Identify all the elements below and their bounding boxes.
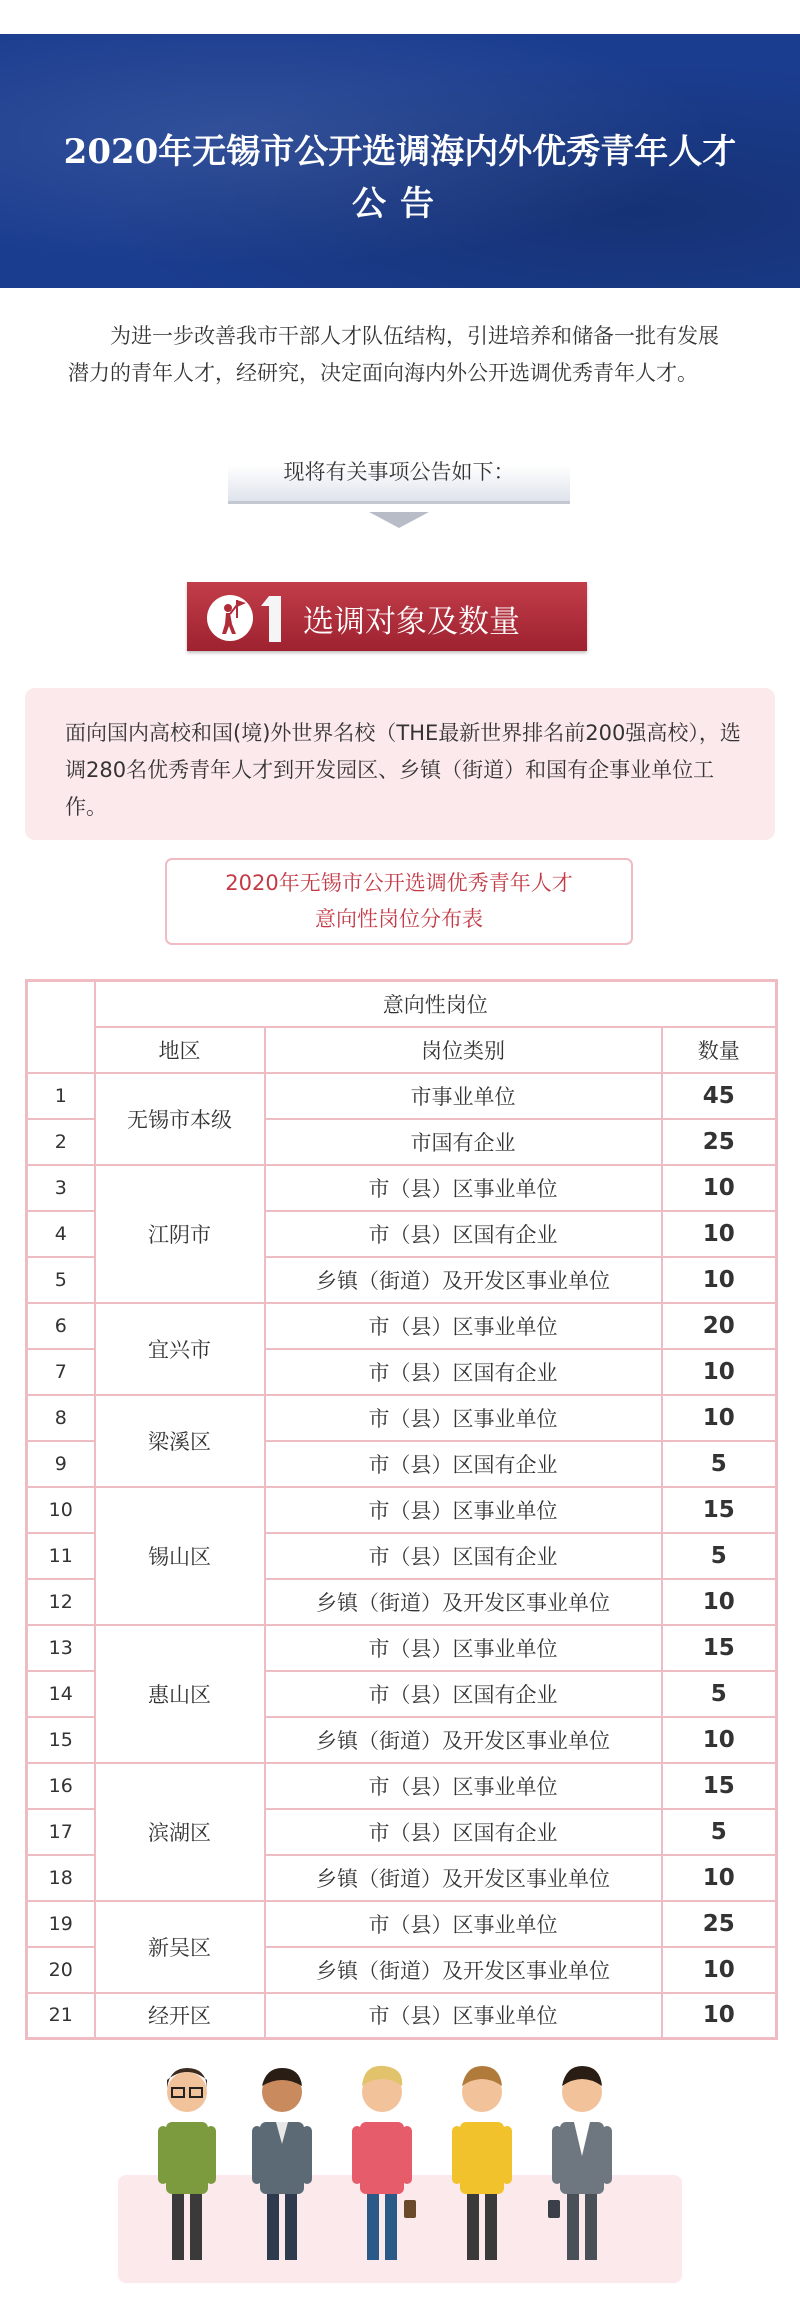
row-number: 8 bbox=[27, 1395, 95, 1441]
table-caption bbox=[165, 865, 633, 937]
person-icon bbox=[352, 2066, 416, 2260]
table-row bbox=[27, 1303, 777, 1349]
intro-paragraph: 为进一步改善我市干部人才队伍结构，引进培养和储备一批有发展潜力的青年人才，经研究，决定面向海内外公开选调优秀青年人才。 bbox=[68, 324, 719, 385]
row-count: 15 bbox=[662, 1763, 777, 1809]
row-region: 惠山区 bbox=[95, 1625, 265, 1763]
row-category: 市（县）区国有企业 bbox=[265, 1441, 662, 1487]
row-number: 3 bbox=[27, 1165, 95, 1211]
flag-person-icon bbox=[206, 594, 254, 642]
table-row bbox=[27, 1395, 777, 1441]
row-category: 市（县）区事业单位 bbox=[265, 1395, 662, 1441]
page-subtitle: 公告 bbox=[352, 184, 448, 224]
row-region: 梁溪区 bbox=[95, 1395, 265, 1487]
row-number: 17 bbox=[27, 1809, 95, 1855]
announce-text: 现将有关事项公告如下： bbox=[283, 460, 515, 484]
row-count: 10 bbox=[662, 1395, 777, 1441]
section-description: 面向国内高校和国(境)外世界名校（THE最新世界排名前200强高校），选调280名优秀青年人才到开发园区、乡镇（街道）和国有企事业单位工作。 bbox=[65, 721, 741, 819]
row-category: 市（县）区国有企业 bbox=[265, 1671, 662, 1717]
row-number: 7 bbox=[27, 1349, 95, 1395]
table-row bbox=[27, 1487, 777, 1533]
section-title: 选调对象及数量 bbox=[303, 604, 520, 640]
row-number: 20 bbox=[27, 1947, 95, 1993]
row-count: 10 bbox=[662, 1165, 777, 1211]
row-region: 经开区 bbox=[95, 1993, 265, 2039]
person-icon bbox=[252, 2068, 312, 2260]
row-number: 9 bbox=[27, 1441, 95, 1487]
row-region: 江阴市 bbox=[95, 1165, 265, 1303]
row-number: 1 bbox=[27, 1073, 95, 1119]
table-header-category: 岗位类别 bbox=[265, 1027, 662, 1073]
row-count: 10 bbox=[662, 1717, 777, 1763]
row-category: 市国有企业 bbox=[265, 1119, 662, 1165]
row-count: 10 bbox=[662, 1947, 777, 1993]
table-row bbox=[27, 1993, 777, 2039]
row-number: 10 bbox=[27, 1487, 95, 1533]
row-count: 10 bbox=[662, 1855, 777, 1901]
row-category: 乡镇（街道）及开发区事业单位 bbox=[265, 1717, 662, 1763]
row-region: 新吴区 bbox=[95, 1901, 265, 1993]
row-category: 市（县）区国有企业 bbox=[265, 1809, 662, 1855]
row-number: 2 bbox=[27, 1119, 95, 1165]
table-header-region: 地区 bbox=[95, 1027, 265, 1073]
table-caption-line2: 意向性岗位分布表 bbox=[315, 907, 483, 931]
row-category: 市（县）区国有企业 bbox=[265, 1533, 662, 1579]
table-row bbox=[27, 1901, 777, 1947]
table-caption-line1: 2020年无锡市公开选调优秀青年人才 bbox=[225, 871, 573, 895]
row-category: 乡镇（街道）及开发区事业单位 bbox=[265, 1947, 662, 1993]
row-count: 10 bbox=[662, 1349, 777, 1395]
row-count: 10 bbox=[662, 1257, 777, 1303]
row-count: 10 bbox=[662, 1211, 777, 1257]
row-region: 宜兴市 bbox=[95, 1303, 265, 1395]
row-category: 乡镇（街道）及开发区事业单位 bbox=[265, 1579, 662, 1625]
row-count: 5 bbox=[662, 1809, 777, 1855]
row-number: 12 bbox=[27, 1579, 95, 1625]
row-category: 市（县）区事业单位 bbox=[265, 1763, 662, 1809]
row-count: 15 bbox=[662, 1625, 777, 1671]
group-of-young-professionals-illustration bbox=[150, 2060, 650, 2270]
row-count: 20 bbox=[662, 1303, 777, 1349]
row-count: 5 bbox=[662, 1533, 777, 1579]
row-number: 13 bbox=[27, 1625, 95, 1671]
row-category: 市事业单位 bbox=[265, 1073, 662, 1119]
row-region: 滨湖区 bbox=[95, 1763, 265, 1901]
row-number: 5 bbox=[27, 1257, 95, 1303]
row-category: 市（县）区国有企业 bbox=[265, 1211, 662, 1257]
page-title: 2020年无锡市公开选调海内外优秀青年人才 bbox=[63, 132, 737, 172]
row-category: 市（县）区国有企业 bbox=[265, 1349, 662, 1395]
row-number: 16 bbox=[27, 1763, 95, 1809]
row-count: 15 bbox=[662, 1487, 777, 1533]
row-count: 25 bbox=[662, 1119, 777, 1165]
row-count: 5 bbox=[662, 1671, 777, 1717]
section-number-graphic bbox=[255, 590, 295, 646]
row-number: 21 bbox=[27, 1993, 95, 2039]
row-category: 市（县）区事业单位 bbox=[265, 1487, 662, 1533]
table-row bbox=[27, 1165, 777, 1211]
section-badge bbox=[187, 582, 587, 651]
person-icon bbox=[158, 2068, 216, 2260]
table-row bbox=[27, 1625, 777, 1671]
position-distribution-table bbox=[25, 979, 778, 2040]
person-icon bbox=[452, 2066, 512, 2260]
down-arrow-icon bbox=[369, 512, 429, 528]
table-row bbox=[27, 1073, 777, 1119]
table-row bbox=[27, 1763, 777, 1809]
row-number: 14 bbox=[27, 1671, 95, 1717]
row-count: 5 bbox=[662, 1441, 777, 1487]
row-category: 市（县）区事业单位 bbox=[265, 1901, 662, 1947]
person-icon bbox=[548, 2066, 612, 2260]
row-category: 市（县）区事业单位 bbox=[265, 1993, 662, 2039]
row-category: 市（县）区事业单位 bbox=[265, 1625, 662, 1671]
row-count: 10 bbox=[662, 1579, 777, 1625]
row-number: 15 bbox=[27, 1717, 95, 1763]
row-region: 锡山区 bbox=[95, 1487, 265, 1625]
table-header-count: 数量 bbox=[662, 1027, 777, 1073]
row-number: 6 bbox=[27, 1303, 95, 1349]
table-group-header: 意向性岗位 bbox=[95, 981, 777, 1027]
row-category: 乡镇（街道）及开发区事业单位 bbox=[265, 1855, 662, 1901]
row-number: 4 bbox=[27, 1211, 95, 1257]
row-category: 市（县）区事业单位 bbox=[265, 1303, 662, 1349]
row-region: 无锡市本级 bbox=[95, 1073, 265, 1165]
row-number: 19 bbox=[27, 1901, 95, 1947]
row-number: 18 bbox=[27, 1855, 95, 1901]
row-count: 25 bbox=[662, 1901, 777, 1947]
row-category: 乡镇（街道）及开发区事业单位 bbox=[265, 1257, 662, 1303]
table-header-index bbox=[27, 981, 95, 1073]
row-category: 市（县）区事业单位 bbox=[265, 1165, 662, 1211]
row-count: 45 bbox=[662, 1073, 777, 1119]
row-count: 10 bbox=[662, 1993, 777, 2039]
row-number: 11 bbox=[27, 1533, 95, 1579]
